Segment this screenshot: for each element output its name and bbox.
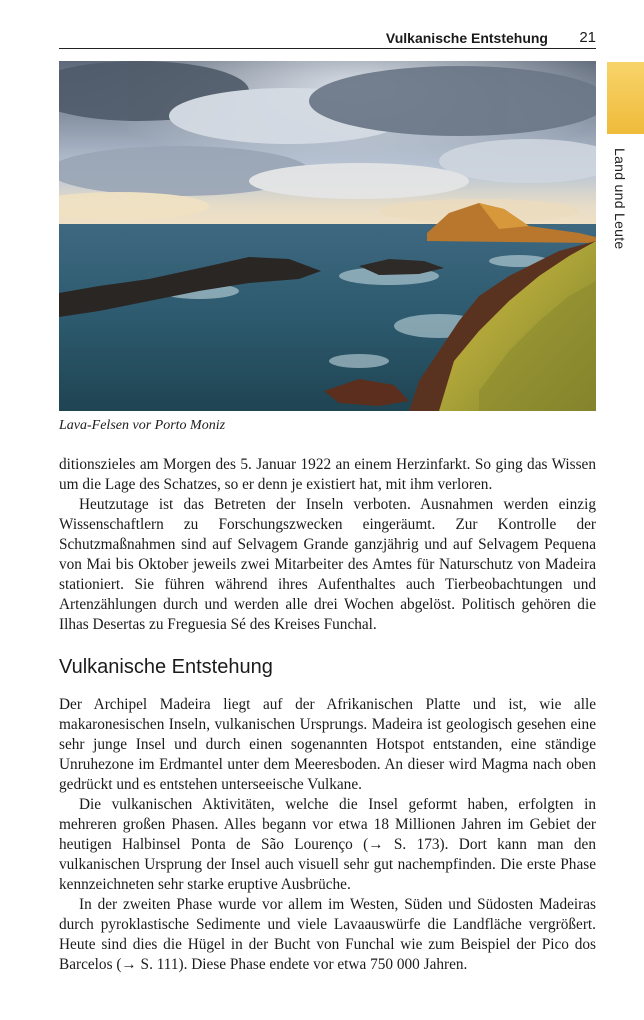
running-head <box>59 28 596 49</box>
paragraph: In der zweiten Phase wurde vor allem im Westen, Süden und Südosten Madeiras durch pyroklastische Sedimente und viele Lavaauswürfe die Landfläche vergrößert. Heute sind dies die Hügel in der Bucht von Funchal wie zum Beispiel der Pico dos Barcelos (→ S. 111). Diese Phase endete vor etwa 750 000 Jahren. <box>59 896 596 973</box>
paragraph: Die vulkanischen Aktivitäten, welche die Insel geformt haben, erfolgten in mehreren großen Phasen. Alles begann vor etwa 18 Millionen Jahren im Gebiet der heutigen Halbinsel Ponta de São Lourenço (→ S. 173). Dort kann man den vulkanischen Ursprung der Insel auch visuell sehr gut nachempfinden. Die erste Phase kennzeichneten sehr starke eruptive Ausbrüche. <box>59 796 596 893</box>
section-heading: Vulkanische Entstehung <box>59 656 273 678</box>
paragraph: Heutzutage ist das Betreten der Inseln verboten. Ausnahmen werden einzig Wissenschaftlern zu Forschungszwecken eingeräumt. Zur Kontrolle der Schutzmaßnahmen sind auf Selvagem Grande ganzjährig und auf Selvagem Pequena von Mai bis Oktober jeweils zwei Mitarbeiter des Amtes für Naturschutz von Madeira stationiert. Sie führen während ihres Aufenthaltes auch Tierbeobachtungen und Artenzählungen durch und werden alle drei Wochen abgelöst. Politisch gehören die Ilhas Desertas zu Freguesia Sé des Kreises Funchal. <box>59 496 596 633</box>
page-number: 21 <box>579 29 596 46</box>
chapter-side-label: Land und Leute <box>612 148 628 250</box>
running-head-section-title: Vulkanische Entstehung <box>385 30 548 46</box>
text-block-before <box>59 455 596 635</box>
coast-photo-illustration <box>59 61 596 411</box>
photo-caption: Lava-Felsen vor Porto Moniz <box>59 418 226 433</box>
coast-photo <box>59 61 596 411</box>
chapter-thumb-tab <box>607 62 644 134</box>
paragraph: Der Archipel Madeira liegt auf der Afrikanischen Platte und ist, wie alle makaronesischen Inseln, vulkanischen Ursprungs. Madeira ist geologisch gesehen eine sehr junge Insel und durch einen sogenannten Hotspot entstanden, eine ständige Unruhezone im Erdmantel unter dem Meeresboden. An dieser wird Magma nach oben gedrückt und es entstehen unterseeische Vulkane. <box>59 696 596 793</box>
text-block-section <box>59 695 596 975</box>
paragraph: ditionszieles am Morgen des 5. Januar 1922 an einem Herzinfarkt. So ging das Wissen um die Lage des Schatzes, so er denn je existiert hat, mit ihm verloren. <box>59 456 596 493</box>
